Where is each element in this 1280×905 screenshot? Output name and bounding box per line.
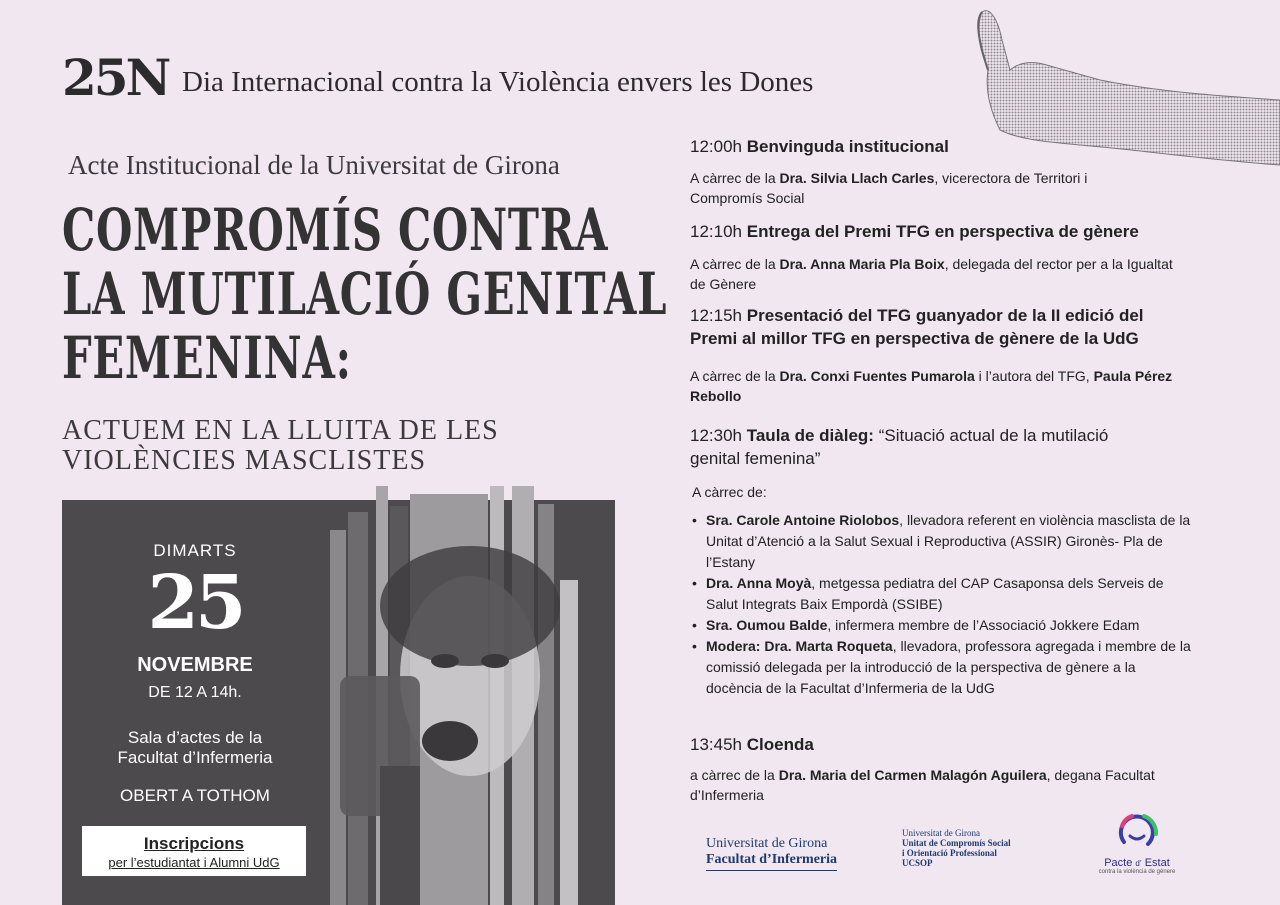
speaker-2-name: Dra. Anna Moyà xyxy=(706,575,812,591)
item-5-speaker: Dra. Maria del Carmen Malagón Aguilera xyxy=(778,767,1047,783)
speaker-item-1 xyxy=(690,510,1195,573)
item-1-pre: A càrrec de la xyxy=(690,170,780,186)
act-subtitle: Acte Institucional de la Universitat de Girona xyxy=(68,150,560,180)
item-5-time: 13:45h xyxy=(690,735,742,754)
item-1-title: Benvinguda institucional xyxy=(746,137,949,156)
item-2-pre: A càrrec de la xyxy=(690,256,780,272)
speaker-3-name: Sra. Oumou Balde xyxy=(706,617,828,633)
item-2-time: 12:10h xyxy=(690,222,742,241)
speaker-list xyxy=(690,510,1195,699)
item-4-time: 12:30h xyxy=(690,426,742,445)
registration-sublabel[interactable]: per l’estudiantat i Alumni UdG xyxy=(108,855,280,870)
item-3-mid: i l’autora del TFG, xyxy=(974,368,1094,384)
udg-nursing-logo xyxy=(706,836,837,871)
program-item-3-desc xyxy=(690,366,1190,406)
event-venue xyxy=(62,728,328,768)
speaker-item-2 xyxy=(690,573,1195,615)
header-title: Dia Internacional contra la Violència envers les Dones xyxy=(182,66,814,98)
registration-label[interactable]: Inscripcions xyxy=(143,834,245,853)
program-item-2-heading xyxy=(690,220,1139,243)
udg-logo-line-2: Facultat d’Infermeria xyxy=(706,852,837,871)
tagline-line-2: VIOLÈNCIES MASCLISTES xyxy=(62,445,427,476)
program-item-4-heading xyxy=(690,424,1190,470)
item-3-title-2: Premi al millor TFG en perspectiva de gènere de la UdG xyxy=(690,329,1139,348)
item-1-post: , vicerectora de Territori i Compromís Social xyxy=(690,170,1088,206)
item-5-pre: a càrrec de la xyxy=(690,767,779,783)
item-3-pre: A càrrec de la xyxy=(690,368,780,384)
item-2-post: , delegada del rector per a la Igualtat de Gènere xyxy=(690,256,1173,292)
headline xyxy=(62,196,668,392)
item-2-speaker: Dra. Anna Maria Pla Boix xyxy=(779,256,945,272)
pacte-word: Pacte xyxy=(1104,857,1133,869)
udg-logo-line-1: Universitat de Girona xyxy=(706,836,828,851)
headline-line-3: FEMENINA: xyxy=(62,324,352,392)
venue-line-2: Facultat d’Infermeria xyxy=(117,748,273,767)
speaker-1-text: , llevadora referent en violència masclista de la Unitat d’Atenció a la Salut Sexual i Reproductiva (ASSIR) Gironès- Pla de l’Estany xyxy=(706,512,1191,570)
event-time: DE 12 A 14h. xyxy=(148,684,242,701)
speaker-1-name: Sra. Carole Antoine Riolobos xyxy=(706,512,900,528)
item-4-quote-2: genital femenina” xyxy=(690,449,821,468)
speaker-4-text: , llevadora, professora agregada i membre de la comissió delegada per la introducció de la perspectiva de gènere a la docència de la Facultat d’Infermeria de la UdG xyxy=(706,638,1191,696)
speaker-2-text: , metgessa pediatra del CAP Casaponsa dels Serveis de Salut Integrats Baix Empordà (SSIBE) xyxy=(706,575,1164,612)
program-item-1-heading xyxy=(690,135,949,158)
item-4-quote-1: “Situació actual de la mutilació xyxy=(878,426,1109,445)
item-3-title-1: Presentació del TFG guanyador de la II edició del xyxy=(746,306,1144,325)
ucsop-logo-line-4: UCSOP xyxy=(902,858,933,868)
headline-line-2: LA MUTILACIÓ GENITAL xyxy=(62,260,668,328)
ucsop-logo-line-3: i Orientació Professional xyxy=(902,848,997,858)
item-1-time: 12:00h xyxy=(690,137,742,156)
ucsop-logo xyxy=(902,828,1011,868)
venue-line-1: Sala d’actes de la xyxy=(127,728,263,747)
pacte-estat-logo xyxy=(1092,810,1182,875)
tagline-line-1: ACTUEM EN LA LLUITA DE LES xyxy=(62,415,499,446)
ucsop-logo-line-2: Unitat de Compromís Social xyxy=(902,838,1011,848)
ucsop-logo-line-1: Universitat de Girona xyxy=(902,828,980,838)
item-5-title: Cloenda xyxy=(746,735,814,754)
item-2-title: Entrega del Premi TFG en perspectiva de gènere xyxy=(746,222,1139,241)
headline-line-1: COMPROMÍS CONTRA xyxy=(62,196,609,264)
speaker-4-pre: Modera: xyxy=(706,638,765,654)
protest-photo xyxy=(320,486,620,905)
program-item-5-heading xyxy=(690,733,814,756)
registration-button[interactable] xyxy=(82,826,306,876)
speaker-item-3 xyxy=(690,615,1195,636)
item-5-post: , degana Facultat d’Infermeria xyxy=(690,767,1155,803)
program-item-2-desc xyxy=(690,254,1190,294)
item-3-speaker-2: Paula Pérez Rebollo xyxy=(690,368,1173,404)
speaker-item-4 xyxy=(690,636,1195,699)
event-open-note: OBERT A TOTHOM xyxy=(120,786,270,805)
item-3-time: 12:15h xyxy=(690,306,742,325)
estat-word: Estat xyxy=(1144,857,1170,869)
item-3-speaker: Dra. Conxi Fuentes Pumarola xyxy=(779,368,975,384)
tagline xyxy=(62,416,499,476)
program-item-1-desc xyxy=(690,168,1160,208)
pacte-amp: d’ xyxy=(1135,859,1142,868)
item-4-title: Taula de diàleg: xyxy=(746,426,874,445)
stop-hand-image xyxy=(960,0,1280,170)
pacte-subtitle: contra la violència de gènere xyxy=(1098,869,1176,875)
program-item-3-heading xyxy=(690,304,1210,350)
speaker-3-text: , infermera membre de l’Associació Jokkere Edam xyxy=(827,617,1140,633)
event-month: NOVEMBRE xyxy=(137,654,253,676)
event-day: DIMARTS xyxy=(153,541,237,560)
item-1-speaker: Dra. Silvia Llach Carles xyxy=(779,170,935,186)
speaker-4-name: Dra. Marta Roqueta xyxy=(764,638,893,654)
header-number: 25N xyxy=(62,48,169,107)
pacte-circle-icon xyxy=(1114,810,1160,854)
event-date-number: 25 xyxy=(147,560,243,646)
item-4-intro: A càrrec de: xyxy=(692,484,767,500)
program-item-5-desc xyxy=(690,765,1170,805)
